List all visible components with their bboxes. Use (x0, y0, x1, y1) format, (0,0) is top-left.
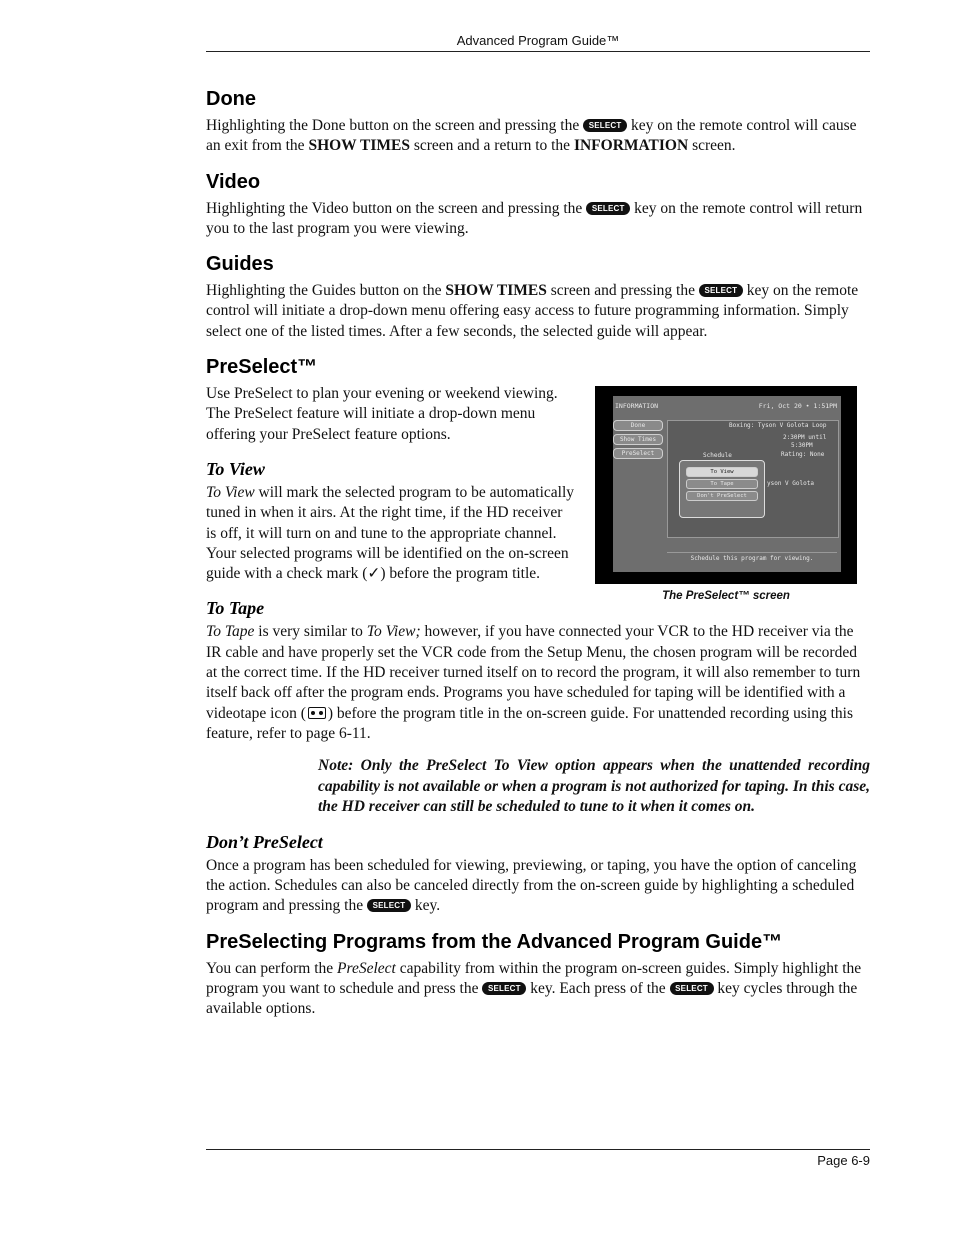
note-block: Note: Only the PreSelect To View option appears when the unattended recording capability is not available or when a program is not authorized for taping. In this case, the HD receiver can still be scheduled to tune to it when it comes on. (318, 757, 870, 816)
text: Highlighting the Video button on the screen and pressing the (206, 199, 583, 217)
tv-menu-to-view: To View (686, 467, 758, 477)
tv-menu-to-tape: To Tape (686, 479, 758, 489)
select-key-icon: SELECT (583, 119, 627, 132)
tv-menu-dont-preselect: Don't PreSelect (686, 491, 758, 501)
tv-rating: Rating: None (781, 451, 825, 459)
page-number: Page 6-9 (817, 1153, 870, 1168)
bold-text: SHOW TIMES (445, 282, 547, 300)
select-key-icon: SELECT (586, 202, 630, 215)
heading-preselect: PreSelect™ (206, 356, 318, 379)
section-video (206, 169, 870, 240)
text: screen. (692, 137, 736, 155)
preselect-left-column (206, 384, 576, 584)
paragraph-to-view (206, 483, 576, 584)
tv-schedule-label: Schedule (703, 452, 732, 460)
text: screen and a return to the (413, 137, 571, 155)
running-header: Advanced Program Guide™ (456, 33, 620, 48)
paragraph-done (206, 116, 870, 157)
heading-apg: PreSelecting Programs from the Advanced Program Guide™ (206, 930, 783, 953)
italic-text: To View; (366, 623, 421, 641)
tv-button-done: Done (613, 420, 663, 431)
tv-screen (613, 396, 841, 572)
text: key. Each press of the (530, 979, 666, 997)
footer-rule (206, 1149, 870, 1150)
paragraph-dont-preselect (206, 856, 870, 917)
text: is very similar to (258, 623, 363, 641)
text: You can perform the (206, 959, 334, 977)
text: will mark the selected program to be automatically tuned in when it airs. At the right time, if the HD receiver is off, it will turn on and tune to the appropriate channel. Your selected programs will be identified on the on-screen guide with a check mark (✓) before the program title. (206, 483, 575, 583)
preselect-screen-figure (595, 386, 857, 602)
tv-date: Fri, Oct 20 • 1:51PM (758, 402, 837, 411)
text: screen and pressing the (550, 282, 695, 300)
text: Highlighting the Guides button on the (206, 282, 442, 300)
heading-to-view: To View (206, 458, 265, 479)
tv-button-preselect: PreSelect (613, 448, 663, 459)
heading-guides: Guides (206, 253, 274, 276)
section-done (206, 86, 870, 157)
section-apg (206, 929, 870, 1020)
tv-screenshot (595, 386, 857, 584)
paragraph-preselect-intro: Use PreSelect to plan your evening or weekend viewing. The PreSelect feature will initiate a drop-down menu offering your PreSelect feature options. (206, 385, 558, 443)
tv-status-line: Schedule this program for viewing. (667, 552, 837, 565)
heading-video: Video (206, 170, 261, 193)
tv-time-end: 5:30PM (791, 442, 813, 450)
videotape-icon (308, 707, 326, 719)
tv-program-side: yson V Golota (767, 480, 814, 488)
text: however, if you have connected your VCR to the HD receiver via the IR cable and have properly set the VCR code from the Setup Menu, the chosen program will be recorded at the correct time. If the HD receiver turned itself on to record the program, it will also remember to turn itself back off after the program ends. Programs you have scheduled for taping will be identified with a videotape icon ( (206, 623, 861, 722)
text: ) before the program title in the on-screen guide. For unattended recording using this feature, refer to page 6-11. (206, 704, 853, 742)
text: Highlighting the Done button on the screen and pressing the (206, 117, 580, 134)
bold-text: INFORMATION (573, 137, 689, 155)
text: key on the remote control will initiate a drop-down menu offering easy access to future programming information. Simply select one of the listed times. After a few seconds, the selected guide will appear. (206, 282, 859, 340)
tv-title: INFORMATION (615, 402, 659, 411)
text: key. (414, 897, 441, 915)
tv-button-show-times: Show Times (613, 434, 663, 445)
select-key-icon: SELECT (367, 899, 411, 912)
paragraph-to-tape (206, 622, 870, 744)
paragraph-video (206, 199, 870, 240)
header-rule (206, 51, 870, 52)
italic-text: To Tape (206, 623, 255, 641)
select-key-icon: SELECT (670, 982, 714, 995)
heading-done: Done (206, 88, 256, 110)
text: key on the remote control will return you to the last program you were viewing. (206, 199, 863, 237)
section-guides (206, 251, 870, 342)
heading-dont-preselect: Don’t PreSelect (206, 831, 323, 852)
text: key cycles through the available options. (206, 979, 858, 1018)
bold-text: SHOW TIMES (308, 137, 410, 155)
text: Once a program has been scheduled for viewing, previewing, or taping, you have the option of canceling the action. Schedules can also be canceled directly from the on-screen guide by highlighting a scheduled program and pressing the (206, 856, 857, 915)
select-key-icon: SELECT (482, 982, 526, 995)
heading-to-tape: To Tape (206, 598, 265, 619)
paragraph-guides (206, 281, 870, 342)
text: key on the remote control will cause an exit from the (206, 117, 857, 155)
select-key-icon: SELECT (699, 284, 743, 297)
tv-time-start: 2:30PM until (783, 434, 827, 442)
page-content (206, 86, 870, 1032)
italic-text: To View (206, 483, 255, 501)
section-preselect (206, 354, 870, 917)
paragraph-apg (206, 959, 870, 1020)
figure-caption: The PreSelect™ screen (662, 590, 790, 603)
italic-text: PreSelect (337, 959, 396, 977)
tv-program-title: Boxing: Tyson V Golota Loop (729, 422, 827, 430)
text: capability from within the program on-screen guides. Simply highlight the program you want to schedule and press the (206, 959, 862, 997)
tv-preselect-menu (679, 460, 765, 518)
